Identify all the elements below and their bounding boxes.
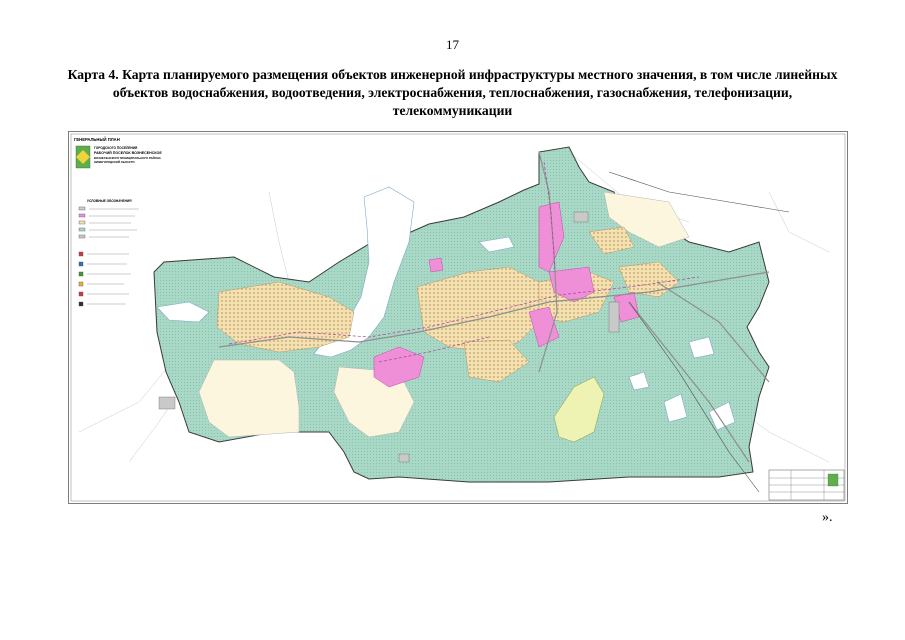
plan-title: ГЕНЕРАЛЬНЫЙ ПЛАН: [74, 137, 120, 142]
header-line-2: РАБОЧИЙ ПОСЕЛОК ВОЗНЕСЕНСКОЕ: [94, 151, 162, 155]
map-drawing: [69, 132, 847, 503]
map-header: [74, 137, 162, 168]
field-area-west: [199, 360, 299, 437]
page-number: 17: [446, 37, 459, 52]
header-line-3: ВОЗНЕСЕНСКОГО МУНИЦИПАЛЬНОГО РАЙОНА: [94, 156, 161, 160]
legend-title: УСЛОВНЫЕ ОБОЗНАЧЕНИЯ: [87, 199, 132, 203]
map-figure: [68, 131, 848, 504]
map-caption: Карта 4. Карта планируемого размещения объектов инженерной инфраструктуры местного значения, в том числе линейных объектов водоснабжения, водоотведения, электроснабжения, теплоснабжения, газоснабжения, телефонизации, телекоммуникации: [67, 67, 838, 118]
header-line-1: ГОРОДСКОГО ПОСЕЛЕНИЯ: [94, 146, 138, 150]
header-line-4: НИЖЕГОРОДСКОЙ ОБЛАСТИ: [94, 160, 135, 164]
closing-quote: ».: [822, 510, 833, 525]
map-legend: [79, 199, 139, 306]
stamp-block: [769, 470, 844, 500]
stamp-emblem-icon: [828, 474, 838, 486]
